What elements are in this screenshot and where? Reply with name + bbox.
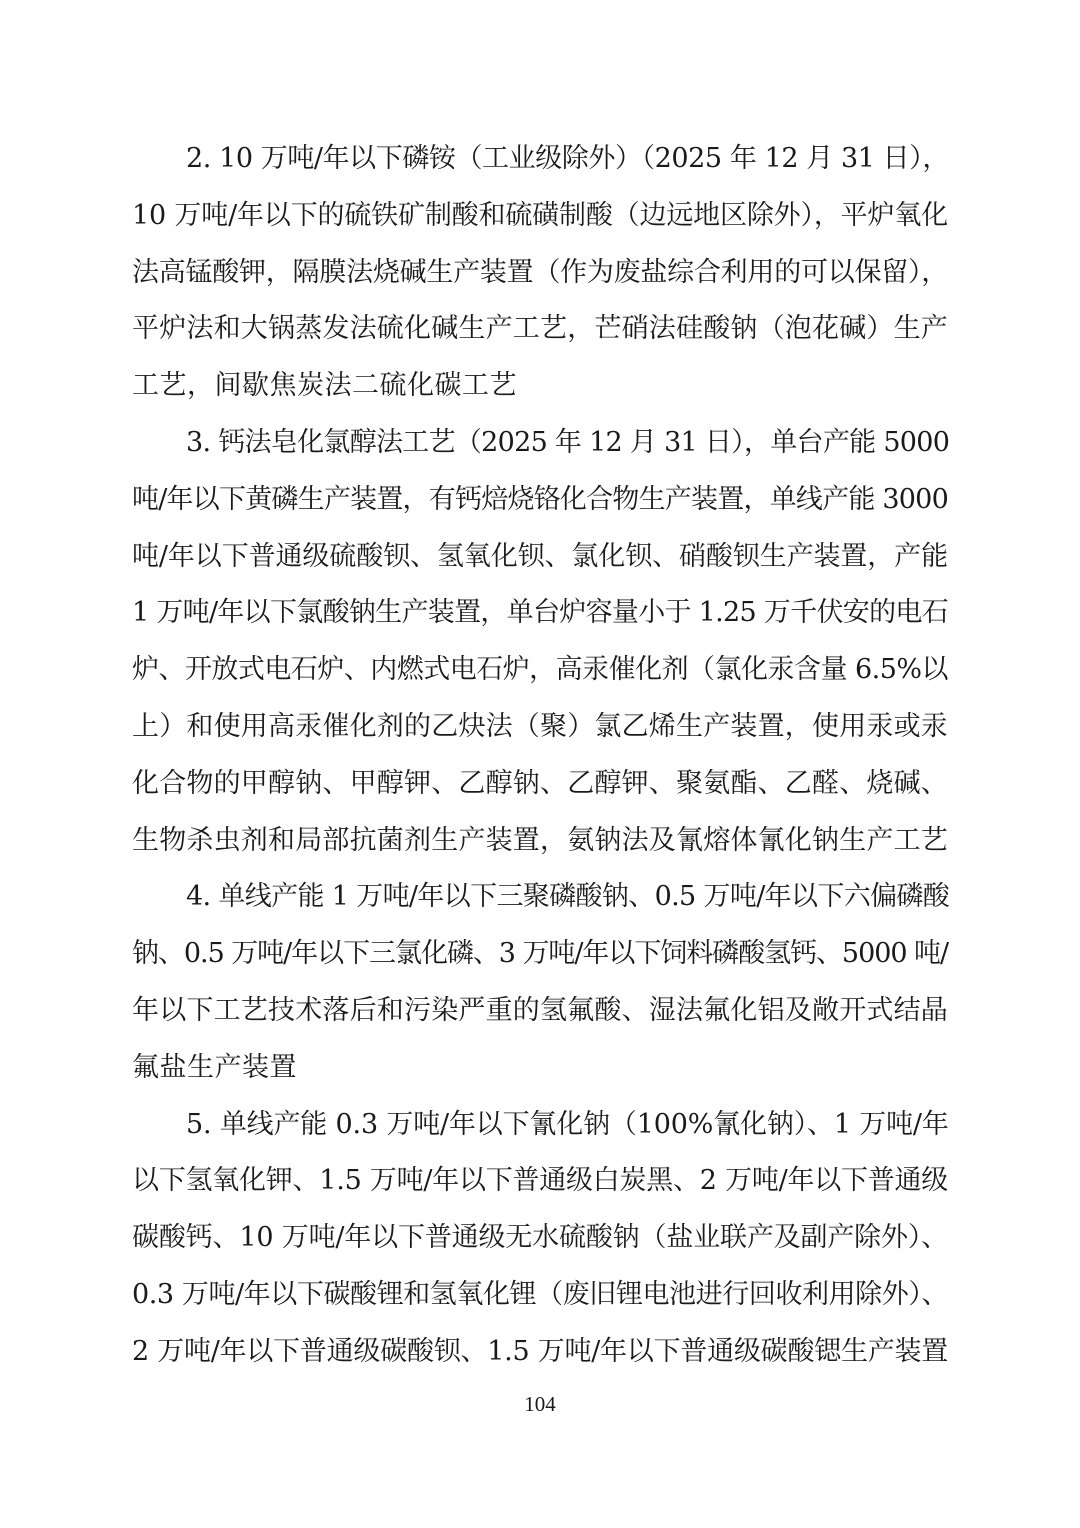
text-line: 2 万吨/年以下普通级碳酸钡、1.5 万吨/年以下普通级碳酸锶生产装置 [132,1335,948,1367]
text-line: 碳酸钙、10 万吨/年以下普通级无水硫酸钠（盐业联产及副产除外）、 [132,1222,948,1254]
text-line: 工艺，间歇焦炭法二硫化碳工艺 [132,370,517,402]
text-line: 以下氢氧化钾、1.5 万吨/年以下普通级白炭黑、2 万吨/年以下普通级 [132,1165,948,1197]
text-line: 年以下工艺技术落后和污染严重的氢氟酸、湿法氟化铝及敞开式结晶 [132,994,948,1026]
text-line: 10 万吨/年以下的硫铁矿制酸和硫磺制酸（边远地区除外），平炉氧化 [132,199,948,231]
paragraph-item-3 [132,415,948,869]
text-line: 1 万吨/年以下氯酸钠生产装置，单台炉容量小于 1.25 万千伏安的电石 [132,597,948,629]
text-line: 生物杀虫剂和局部抗菌剂生产装置，氨钠法及氰熔体氰化钠生产工艺 [132,824,948,856]
text-line: 4. 单线产能 1 万吨/年以下三聚磷酸钠、0.5 万吨/年以下六偏磷酸 [186,881,950,913]
text-line: 吨/年以下普通级硫酸钡、氢氧化钡、氯化钡、硝酸钡生产装置，产能 [132,540,948,572]
text-line: 法高锰酸钾，隔膜法烧碱生产装置（作为废盐综合利用的可以保留）， [132,256,948,288]
paragraph-item-2 [132,131,948,415]
text-line: 5. 单线产能 0.3 万吨/年以下氰化钠（100%氰化钠）、1 万吨/年 [186,1108,949,1140]
text-line: 氟盐生产装置 [132,1051,297,1083]
text-line: 吨/年以下黄磷生产装置，有钙焙烧铬化合物生产装置，单线产能 3000 [132,483,948,515]
text-line: 0.3 万吨/年以下碳酸锂和氢氧化锂（废旧锂电池进行回收利用除外）、 [132,1278,948,1310]
text-line: 化合物的甲醇钠、甲醇钾、乙醇钠、乙醇钾、聚氨酯、乙醛、烧碱、 [132,767,948,799]
text-line: 钠、0.5 万吨/年以下三氯化磷、3 万吨/年以下饲料磷酸氢钙、5000 吨/ [132,938,948,970]
text-line: 2. 10 万吨/年以下磷铵（工业级除外）（2025 年 12 月 31 日）， [186,143,949,174]
text-line: 炉、开放式电石炉、内燃式电石炉，高汞催化剂（氯化汞含量 6.5%以 [132,654,948,686]
paragraph-item-4 [132,869,948,1096]
page-number: 104 [524,1392,556,1416]
document-body [132,131,948,1381]
paragraph-item-5 [132,1097,948,1381]
text-line: 3. 钙法皂化氯醇法工艺（2025 年 12 月 31 日），单台产能 5000 [186,426,950,458]
text-line: 上）和使用高汞催化剂的乙炔法（聚）氯乙烯生产装置，使用汞或汞 [132,710,948,742]
text-line: 平炉法和大锅蒸发法硫化碱生产工艺，芒硝法硅酸钠（泡花碱）生产 [132,313,948,345]
